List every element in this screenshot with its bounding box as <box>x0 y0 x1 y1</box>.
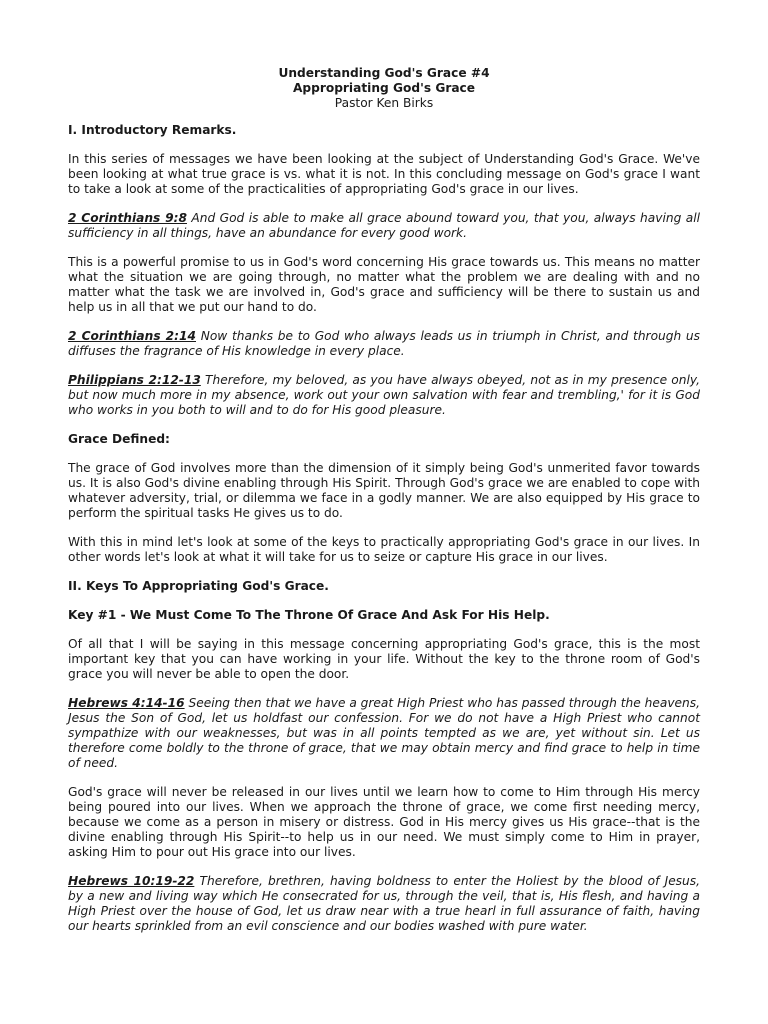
scripture-passage <box>68 373 700 418</box>
document-page <box>68 66 700 948</box>
section-heading-intro: I. Introductory Remarks. <box>68 123 237 137</box>
document-title: Understanding God's Grace #4 <box>278 66 490 80</box>
scripture-passage <box>68 696 700 771</box>
scripture-passage <box>68 874 700 934</box>
document-author: Pastor Ken Birks <box>334 96 434 110</box>
paragraph: The grace of God involves more than the dimension of it simply being God's unmerited favor towards us. It is also God's divine enabling through His Spirit. Through God's grace we are enabled to cope with whatever adversity, trial, or dilemma we face in a godly manner. We are also equipped by His grace to perform the spiritual tasks He gives us to do. <box>68 461 700 520</box>
scripture-passage <box>68 329 700 359</box>
scripture-text: And God is able to make all grace abound toward you, that you, always having all sufficiency in all things, have an abundance for every good work. <box>68 211 700 240</box>
scripture-passage <box>68 211 700 241</box>
paragraph: With this in mind let's look at some of the keys to practically appropriating God's grace in our lives. In other words let's look at what it will take for us to seize or capture His grace in our lives. <box>68 535 700 564</box>
scripture-reference: 2 Corinthians 2:14 <box>68 329 196 343</box>
section-heading-keys: II. Keys To Appropriating God's Grace. <box>68 579 329 593</box>
section-heading-grace-defined: Grace Defined: <box>68 432 170 446</box>
scripture-reference: Hebrews 10:19-22 <box>68 874 195 888</box>
scripture-text: Therefore, brethren, having boldness to enter the Holiest by the blood of Jesus, by a new and living way which He consecrated for us, through the veil, that is, His flesh, and having a High Priest over the house of God, let us draw near with a true hearl in full assurance of faith, having our hearts sprinkled from an evil conscience and our bodies washed with pure water. <box>68 874 700 933</box>
paragraph: This is a powerful promise to us in God's word concerning His grace towards us. This means no matter what the situation we are going through, no matter what the problem we are dealing with and no matter what the task we are involved in, God's grace and sufficiency will be there to sustain us and help us in all that we put our hand to do. <box>68 255 700 314</box>
scripture-reference: Philippians 2:12-13 <box>68 373 201 387</box>
document-header <box>68 66 700 111</box>
document-subtitle: Appropriating God's Grace <box>292 81 476 95</box>
paragraph: In this series of messages we have been looking at the subject of Understanding God's Grace. We've been looking at what true grace is vs. what it is not. In this concluding message on God's grace I want to take a look at some of the practicalities of appropriating God's grace in our lives. <box>68 152 700 196</box>
scripture-reference: Hebrews 4:14-16 <box>68 696 185 710</box>
scripture-text: Therefore, my beloved, as you have always obeyed, not as in my presence only, but now much more in my absence, work out your own salvation with fear and trembling,' for it is God who works in you both to will and to do for His good pleasure. <box>68 373 701 417</box>
scripture-text: Now thanks be to God who always leads us in triumph in Christ, and through us diffuses the fragrance of His knowledge in every place. <box>68 329 701 358</box>
scripture-text: Seeing then that we have a great High Priest who has passed through the heavens, Jesus the Son of God, let us holdfast our confession. For we do not have a High Priest who cannot sympathize with our weaknesses, but was in all points tempted as we are, yet without sin. Let us therefore come boldly to the throne of grace, that we may obtain mercy and find grace to help in time of need. <box>68 696 700 770</box>
paragraph: Of all that I will be saying in this message concerning appropriating God's grace, this is the most important key that you can have working in your life. Without the key to the throne room of God's grace you will never be able to open the door. <box>68 637 700 681</box>
paragraph: God's grace will never be released in our lives until we learn how to come to Him through His mercy being poured into our lives. When we approach the throne of grace, we come first needing mercy, because we come as a person in misery or distress. God in His mercy gives us His grace--that is the divine enabling through His Spirit--to help us in our need. We must simply come to Him in prayer, asking Him to pour out His grace into our lives. <box>68 785 700 859</box>
section-heading-key-1: Key #1 - We Must Come To The Throne Of Grace And Ask For His Help. <box>68 608 550 622</box>
scripture-reference: 2 Corinthians 9:8 <box>68 211 187 225</box>
